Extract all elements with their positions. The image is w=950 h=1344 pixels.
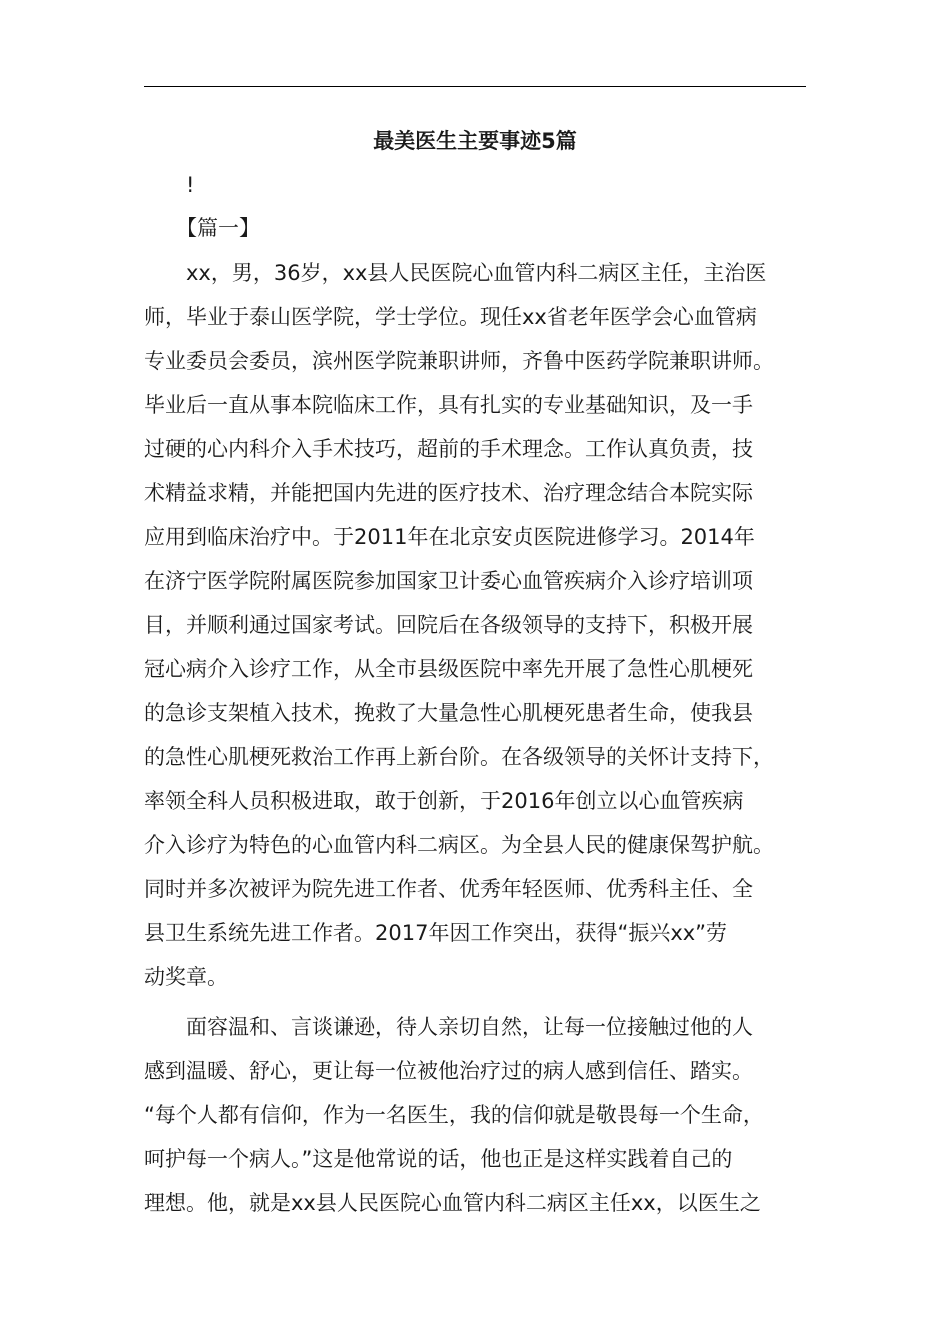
paragraph2-line: 理想。他，就是xx县人民医院心血管内科二病区主任xx，以医生之 [144, 1191, 761, 1215]
paragraph2-line: 呵护每一个病人。”这是他常说的话，他也正是这样实践着自己的 [144, 1147, 733, 1171]
paragraph1-line: 率领全科人员积极进取，敢于创新，于2016年创立以心血管疾病 [144, 789, 744, 813]
paragraph1-line: 动奖章。 [144, 965, 228, 989]
paragraph1-line: xx，男，36岁，xx县人民医院心血管内科二病区主任，主治医 [186, 261, 767, 285]
paragraph1-line: 过硬的心内科介入手术技巧，超前的手术理念。工作认真负责，技 [144, 437, 753, 461]
paragraph1-line: 同时并多次被评为院先进工作者、优秀年轻医师、优秀科主任、全 [144, 877, 753, 901]
paragraph1-line: 师，毕业于泰山医学院，学士学位。现任xx省老年医学会心血管病 [144, 305, 757, 329]
document-title: 最美医生主要事迹5篇 [373, 129, 577, 153]
paragraph1-line: 介入诊疗为特色的心血管内科二病区。为全县人民的健康保驾护航。 [144, 833, 774, 857]
paragraph1-line: 的急性心肌梗死救治工作再上新台阶。在各级领导的关怀计支持下， [144, 745, 774, 769]
paragraph2-line: 感到温暖、舒心，更让每一位被他治疗过的病人感到信任、踏实。 [144, 1059, 753, 1083]
paragraph1-line: 专业委员会委员，滨州医学院兼职讲师，齐鲁中医药学院兼职讲师。 [144, 349, 774, 373]
paragraph1-line: 毕业后一直从事本院临床工作，具有扎实的专业基础知识，及一手 [144, 393, 753, 417]
paragraph1-line: 术精益求精，并能把国内先进的医疗技术、治疗理念结合本院实际 [144, 481, 753, 505]
paragraph1-line: 目，并顺利通过国家考试。回院后在各级领导的支持下，积极开展 [144, 613, 753, 637]
paragraph1-line: 冠心病介入诊疗工作，从全市县级医院中率先开展了急性心肌梗死 [144, 657, 753, 681]
paragraph1-line: 应用到临床治疗中。于2011年在北京安贞医院进修学习。2014年 [144, 525, 755, 549]
paragraph1-line: 县卫生系统先进工作者。2017年因工作突出，获得“振兴xx”劳 [144, 921, 728, 945]
paragraph1-line: 的急诊支架植入技术，挽救了大量急性心肌梗死患者生命，使我县 [144, 701, 753, 725]
exclamation-mark: ! [186, 173, 195, 197]
header-rule [144, 86, 806, 87]
section-label: 【篇一】 [176, 216, 260, 240]
paragraph2-line: “每个人都有信仰，作为一名医生，我的信仰就是敬畏每一个生命， [144, 1103, 764, 1127]
paragraph2-line: 面容温和、言谈谦逊，待人亲切自然，让每一位接触过他的人 [186, 1015, 753, 1039]
paragraph1-line: 在济宁医学院附属医院参加国家卫计委心血管疾病介入诊疗培训项 [144, 569, 753, 593]
